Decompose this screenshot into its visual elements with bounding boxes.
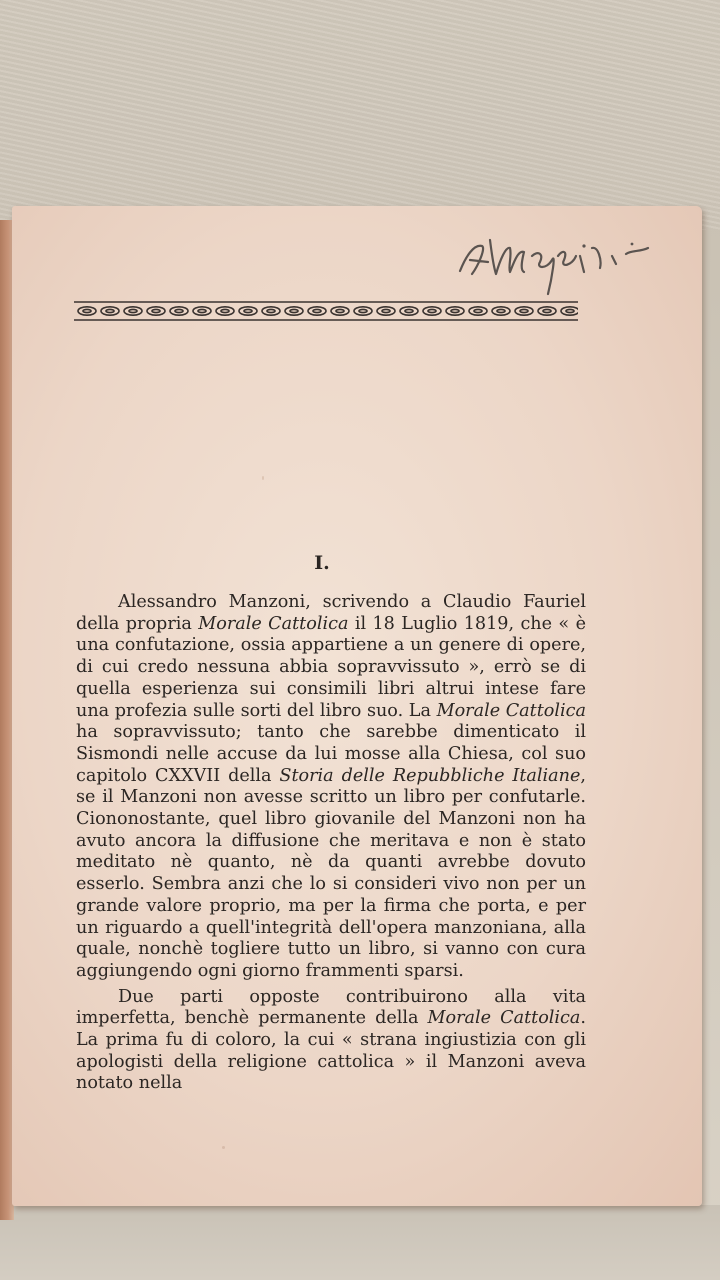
ornament-link-inner: [221, 309, 229, 312]
ornament-link: [170, 307, 188, 315]
text-run: , se il Manzoni non avesse scritto un libro per confutarle. Ciononostante, quel libro giovanile del Manzoni non ha avuto ancora la diffusione che meritava e non è stato meditato nè quanto, nè da quanti avrebbe dovuto esserlo. Sembra anzi che lo si consideri vivo non per un grande valore proprio, ma per la firma che porta, e per un riguardo a quell'integrità dell'opera manzoniana, alla quale, nonchè togliere tutto un libro, si vanno con cura aggiungendo ogni giorno frammenti sparsi.: [76, 765, 586, 981]
paragraph: [76, 987, 586, 1096]
ornament-link: [561, 307, 578, 315]
paper-spot: [222, 1146, 225, 1149]
italic-title: Storia delle Repubbliche Italiane: [279, 765, 581, 786]
ornament-link: [515, 307, 533, 315]
ornament-link-inner: [382, 309, 390, 312]
ornament-link-inner: [83, 309, 91, 312]
text-run: . La prima fu di coloro, la cui « strana ingiustizia con gli apologisti della religione cattolica » il Manzoni aveva notato nella: [76, 1008, 586, 1094]
ornament-link-inner: [428, 309, 436, 312]
italic-title: Morale Cattolica: [198, 613, 349, 634]
ornament-link-inner: [244, 309, 252, 312]
ornament-link-inner: [152, 309, 160, 312]
ornament-link: [216, 307, 234, 315]
ornament-link: [101, 307, 119, 315]
table-surface-bottom: [0, 1205, 720, 1280]
ornament-link: [285, 307, 303, 315]
ornament-link-inner: [198, 309, 206, 312]
paper-spot: [262, 476, 264, 480]
ornament-link: [423, 307, 441, 315]
ornament-link-inner: [106, 309, 114, 312]
ornament-link-inner: [129, 309, 137, 312]
ornament-link: [193, 307, 211, 315]
book-page: [12, 206, 702, 1206]
paragraph: [76, 592, 586, 983]
ornament-link: [492, 307, 510, 315]
ornament-link-inner: [520, 309, 528, 312]
ornament-link: [147, 307, 165, 315]
ornament-link-inner: [497, 309, 505, 312]
chapter-heading: I.: [314, 552, 330, 574]
text-run: ha sopravvissuto; tanto che sarebbe dimenticato il Sismondi nelle accuse da lui mosse alla Chiesa, col suo capitolo CXXVII della: [76, 722, 586, 786]
ornament-link-inner: [175, 309, 183, 312]
ornament-link-inner: [566, 309, 574, 312]
handwritten-signature: [452, 216, 652, 296]
text-run: il 18 Luglio 1819, che « è una confutazione, ossia appartiene a un genere di opere, di cui credo nessuna abbia sopravvissuto », errò se di quella esperienza sui consimili libri altrui intese fare una profezia sulle sorti del libro suo. La: [76, 613, 586, 721]
ornament-link: [377, 307, 395, 315]
ornament-link: [239, 307, 257, 315]
table-surface: [0, 0, 720, 230]
text-run: Alessandro Manzoni, scrivendo a Claudio Fauriel della propria: [76, 592, 586, 634]
ornament-link-inner: [474, 309, 482, 312]
ornament-link-inner: [543, 309, 551, 312]
italic-title: Morale Cattolica: [436, 700, 586, 721]
italic-title: Morale Cattolica: [427, 1008, 581, 1029]
ornament-link: [446, 307, 464, 315]
ornament-link-inner: [313, 309, 321, 312]
ornament-link: [331, 307, 349, 315]
ornament-link: [469, 307, 487, 315]
ornament-link-inner: [451, 309, 459, 312]
text-run: Due parti opposte contribuirono alla vita imperfetta, benchè permanente della: [76, 986, 586, 1029]
ornament-link-inner: [267, 309, 275, 312]
decorative-border-ornament: [74, 300, 578, 324]
ornament-link: [78, 307, 96, 315]
paper-spot: [468, 774, 471, 777]
ornament-link: [400, 307, 418, 315]
ornament-link-inner: [336, 309, 344, 312]
ornament-link: [124, 307, 142, 315]
ornament-link-inner: [359, 309, 367, 312]
ornament-link-inner: [290, 309, 298, 312]
ornament-link: [354, 307, 372, 315]
ornament-link-inner: [405, 309, 413, 312]
ornament-link: [538, 307, 556, 315]
ornament-link: [262, 307, 280, 315]
ornament-link: [308, 307, 326, 315]
body-text: [76, 592, 586, 1099]
